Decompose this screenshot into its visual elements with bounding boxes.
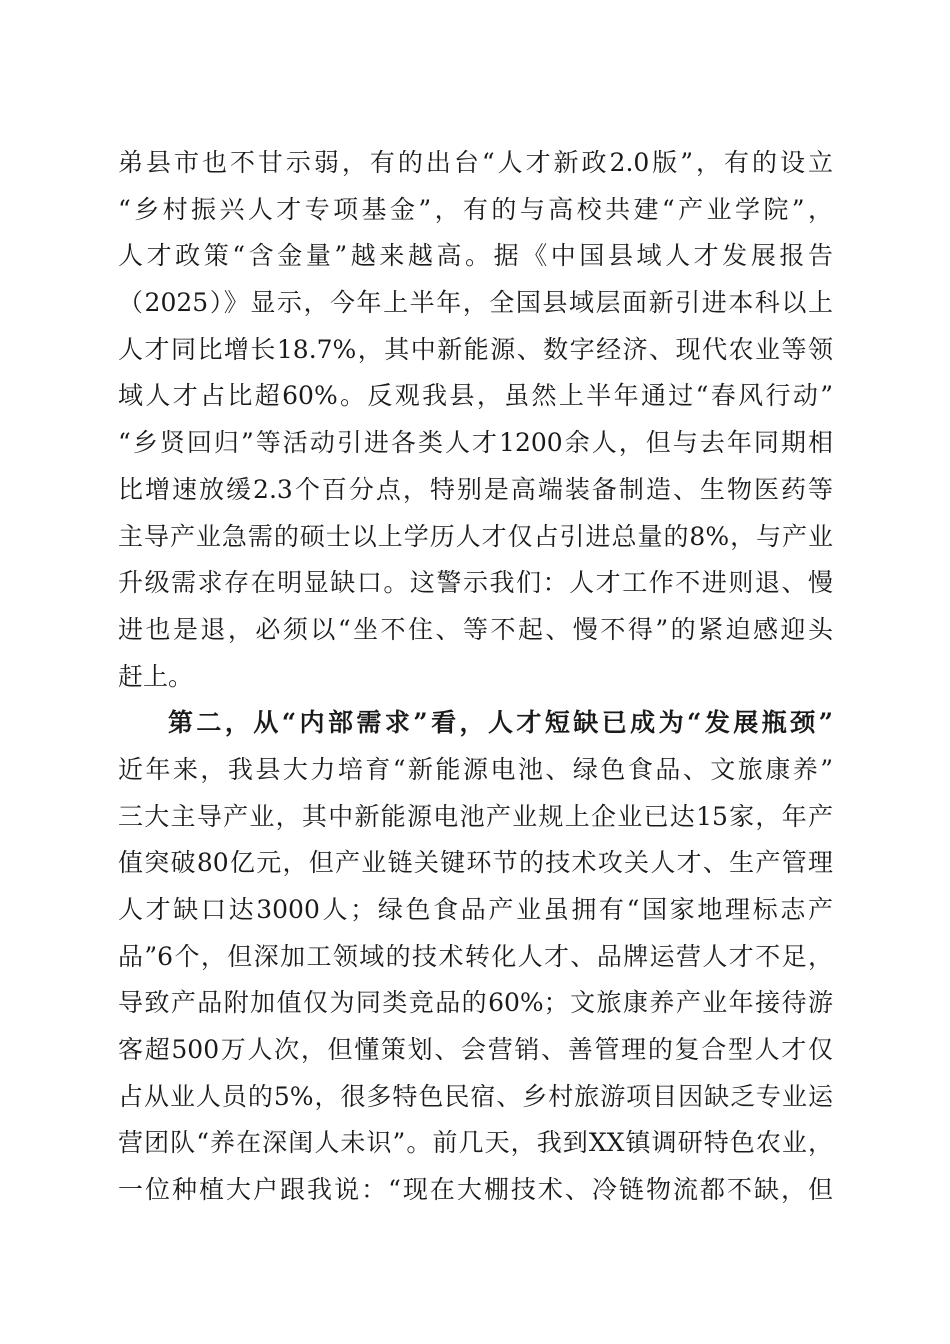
text-line: 占从业人员的5%，很多特色民宿、乡村旅游项目因缺乏专业运 xyxy=(118,1081,833,1111)
paragraph-talent-competition xyxy=(118,140,833,700)
text-line: （2025）》显示，今年上半年，全国县域层面新引进本科以上 xyxy=(118,288,833,318)
text-line: 客超500万人次，但懂策划、会营销、善管理的复合型人才仅 xyxy=(118,1035,833,1065)
text-line: 升级需求存在明显缺口。这警示我们：人才工作不进则退、慢 xyxy=(118,568,833,598)
text-line: 进也是退，必须以“坐不住、等不起、慢不得”的紧迫感迎头 xyxy=(118,614,833,644)
text-line: 值突破80亿元，但产业链关键环节的技术攻关人才、生产管理 xyxy=(118,848,833,878)
text-line: “乡贤回归”等活动引进各类人才1200余人，但与去年同期相 xyxy=(118,428,833,458)
text-line: 一位种植大户跟我说：“现在大棚技术、冷链物流都不缺，但 xyxy=(118,1175,833,1205)
text-line: 赶上。 xyxy=(118,661,194,691)
text-line: 主导产业急需的硕士以上学历人才仅占引进总量的8%，与产业 xyxy=(118,521,833,551)
text-line: 比增速放缓2.3个百分点，特别是高端装备制造、生物医药等 xyxy=(118,474,833,504)
text-line: 品”6个，但深加工领域的技术转化人才、品牌运营人才不足， xyxy=(118,941,833,971)
document-body xyxy=(118,140,833,1214)
text-line: 人才缺口达3000人；绿色食品产业虽拥有“国家地理标志产 xyxy=(118,895,833,924)
text-line: 人才同比增长18.7%，其中新能源、数字经济、现代农业等领 xyxy=(118,334,833,364)
text-line: 域人才占比超60%。反观我县，虽然上半年通过“春风行动” xyxy=(118,381,833,411)
paragraph-internal-demand xyxy=(118,747,833,1214)
text-line: 弟县市也不甘示弱，有的出台“人才新政2.0版”，有的设立 xyxy=(118,148,833,177)
section-heading: 第二，从“内部需求”看，人才短缺已成为“发展瓶颈” xyxy=(168,708,833,738)
text-line: 人才政策“含金量”越来越高。据《中国县域人才发展报告 xyxy=(118,241,833,271)
text-line: 三大主导产业，其中新能源电池产业规上企业已达15家，年产 xyxy=(118,801,833,831)
text-line: 导致产品附加值仅为同类竞品的60%；文旅康养产业年接待游 xyxy=(118,988,833,1018)
text-line: “乡村振兴人才专项基金”，有的与高校共建“产业学院”， xyxy=(118,194,833,224)
text-line: 营团队“养在深闺人未识”。前几天，我到XX镇调研特色农业， xyxy=(118,1128,833,1158)
text-line: 近年来，我县大力培育“新能源电池、绿色食品、文旅康养” xyxy=(118,754,833,784)
